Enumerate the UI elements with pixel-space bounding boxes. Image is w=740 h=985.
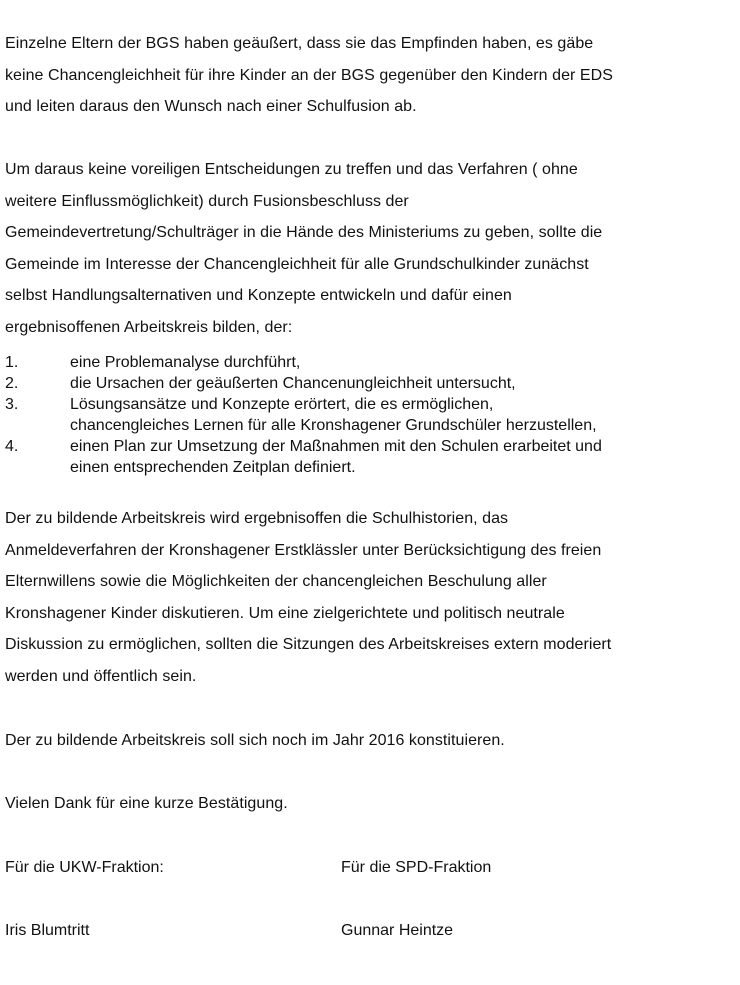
list-item (5, 373, 730, 394)
text-line: und leiten daraus den Wunsch nach einer Schulfusion ab. (5, 98, 417, 115)
signature-label-ukw: Für die UKW-Fraktion: (5, 859, 164, 876)
paragraph-parental-concern (5, 28, 730, 123)
signature-label-spd: Für die SPD-Fraktion (341, 859, 492, 876)
list-item-text: eine Problemanalyse durchführt, (70, 354, 301, 371)
text-line: keine Chancengleichheit für ihre Kinder an der BGS gegenüber den Kindern der EDS (5, 66, 613, 84)
text-line: weitere Einflussmöglichkeit) durch Fusionsbeschluss der (5, 192, 409, 210)
text-line: Vielen Dank für eine kurze Bestätigung. (5, 795, 288, 812)
text-line: Anmeldeverfahren der Kronshagener Erstklässler unter Berücksichtigung des freien (5, 541, 602, 559)
paragraph-working-group (5, 503, 730, 692)
signature-name-ukw: Iris Blumtritt (5, 922, 90, 939)
paragraph-thanks (5, 788, 730, 820)
text-line: Elternwillens sowie die Möglichkeiten der chancengleichen Beschulung aller (5, 573, 547, 590)
list-item-text: einen entsprechenden Zeitplan definiert. (70, 459, 356, 476)
text-line: Gemeinde im Interesse der Chancengleichheit für alle Grundschulkinder zunächst (5, 255, 589, 273)
task-list (5, 352, 730, 478)
list-item (5, 352, 730, 373)
list-number: 2. (5, 375, 19, 392)
signature-name-spd: Gunnar Heintze (341, 922, 454, 939)
list-item (5, 394, 730, 436)
text-line: Diskussion zu ermöglichen, sollten die Sitzungen des Arbeitskreises extern moderiert (5, 636, 612, 653)
text-line: Gemeindevertretung/Schulträger in die Hände des Ministeriums zu geben, sollte die (5, 224, 603, 241)
list-item-text: Lösungsansätze und Konzepte erörtert, die es ermöglichen, (70, 396, 494, 413)
list-number: 4. (5, 438, 19, 455)
text-line: selbst Handlungsalternativen und Konzepte entwickeln und dafür einen (5, 287, 512, 304)
list-item-text: einen Plan zur Umsetzung der Maßnahmen mit den Schulen erarbeitet und (70, 438, 602, 455)
paragraph-proposal (5, 154, 730, 343)
text-line: Einzelne Eltern der BGS haben geäußert, dass sie das Empfinden haben, es gäbe (5, 35, 594, 52)
list-item-text: die Ursachen der geäußerten Chancenungleichheit untersucht, (70, 375, 516, 392)
list-item (5, 436, 730, 478)
text-line: Kronshagener Kinder diskutieren. Um eine zielgerichtete und politisch neutrale (5, 604, 565, 622)
text-line: Der zu bildende Arbeitskreis soll sich noch im Jahr 2016 konstituieren. (5, 732, 505, 749)
list-number: 1. (5, 354, 19, 371)
text-line: werden und öffentlich sein. (5, 667, 197, 685)
text-line: Der zu bildende Arbeitskreis wird ergebnisoffen die Schulhistorien, das (5, 510, 509, 527)
list-item-text: chancengleiches Lernen für alle Kronshagener Grundschüler herzustellen, (70, 417, 597, 434)
text-line: ergebnisoffenen Arbeitskreis bilden, der: (5, 318, 293, 336)
paragraph-timeline (5, 725, 730, 757)
list-number: 3. (5, 396, 19, 413)
text-line: Um daraus keine voreiligen Entscheidungen zu treffen und das Verfahren ( ohne (5, 161, 578, 178)
